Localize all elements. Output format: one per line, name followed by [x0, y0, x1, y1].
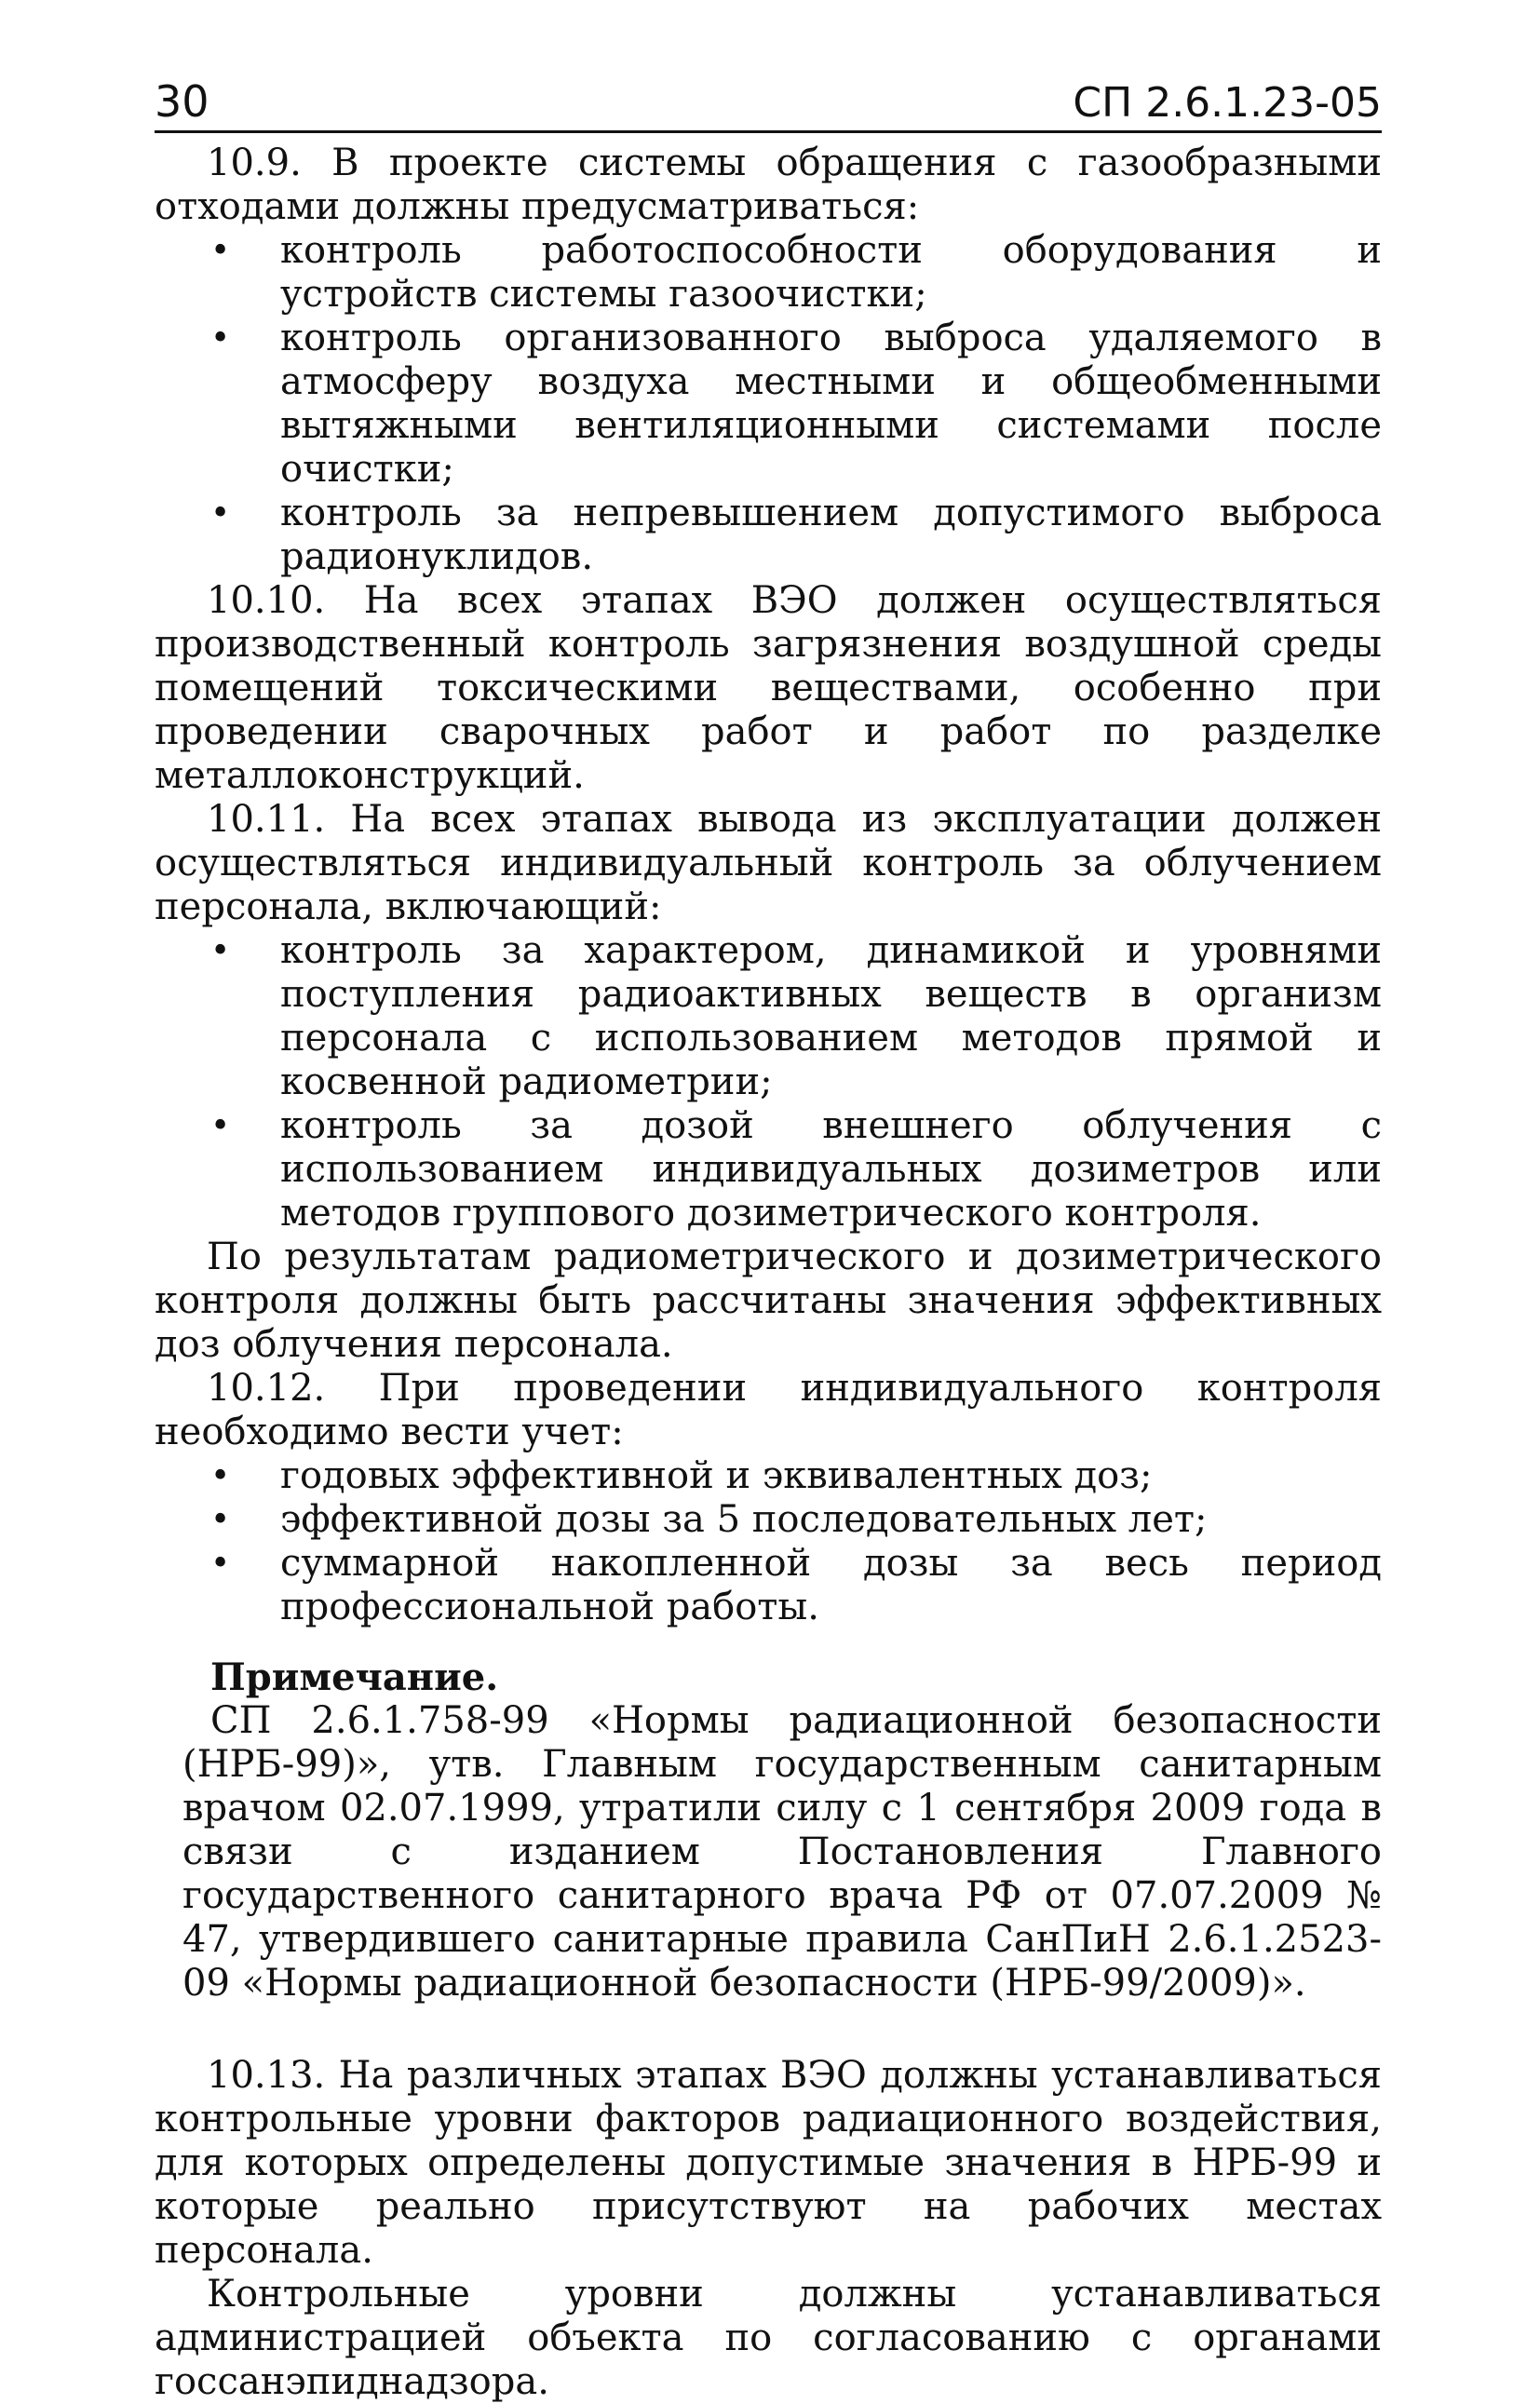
list-item-text: годовых эффективной и эквивалентных доз; [280, 1454, 1153, 1497]
list-item [155, 929, 1382, 1104]
bullet-icon: • [210, 1107, 231, 1145]
list-10-11 [155, 929, 1382, 1236]
list-item [155, 1498, 1382, 1542]
note-block [182, 1655, 1382, 2006]
list-item-text: контроль за дозой внешнего облучения с использованием индивидуальных дозиметров или методов группового дозиметрического контроля. [280, 1104, 1382, 1235]
paragraph-10-9-intro: 10.9. В проекте системы обращения с газообразными отходами должны предусматриваться: [155, 142, 1382, 228]
paragraph-10-13: 10.13. На различных этапах ВЭО должны устанавливаться контрольные уровни факторов радиационного воздействия, для которых определены допустимые значения в НРБ-99 и которые реально присутствуют на рабочих местах персонала. [155, 2054, 1382, 2272]
bullet-icon: • [210, 1545, 231, 1583]
list-item-text: суммарной накопленной дозы за весь период профессиональной работы. [280, 1542, 1382, 1628]
bullet-icon: • [210, 1501, 231, 1539]
list-item-text: контроль за непревышением допустимого выброса радионуклидов. [280, 492, 1382, 578]
list-10-9 [155, 229, 1382, 579]
list-item [155, 1542, 1382, 1629]
bullet-icon: • [210, 232, 231, 270]
list-item-text: эффективной дозы за 5 последовательных лет; [280, 1498, 1208, 1541]
spacer [155, 2006, 1382, 2054]
paragraph-10-13-followup: Контрольные уровни должны устанавливаться администрацией объекта по согласованию с органами госсанэпиднадзора. [155, 2273, 1382, 2403]
list-item-text: контроль организованного выброса удаляемого в атмосферу воздуха местными и общеобменными вытяжными вентиляционными системами после очистки; [280, 317, 1382, 491]
list-item-text: контроль за характером, динамикой и уровнями поступления радиоактивных веществ в организм персонала с использованием методов прямой и косвенной радиометрии; [280, 929, 1382, 1103]
bullet-icon: • [210, 494, 231, 533]
list-10-12 [155, 1454, 1382, 1629]
note-text: СП 2.6.1.758-99 «Нормы радиационной безопасности (НРБ-99)», утв. Главным государственным санитарным врачом 02.07.1999, утратили силу с 1 сентября 2009 года в связи с изданием Постановления Главного государственного санитарного врача РФ от 07.07.2009 № 47, утвердившего санитарные правила СанПиН 2.6.1.2523-09 «Нормы радиационной безопасности (НРБ-99/2009)». [182, 1699, 1382, 2005]
paragraph-10-11-intro: 10.11. На всех этапах вывода из эксплуатации должен осуществляться индивидуальный контроль за облучением персонала, включающий: [155, 798, 1382, 928]
paragraph-10-10: 10.10. На всех этапах ВЭО должен осуществляться производственный контроль загрязнения воздушной среды помещений токсическими веществами, особенно при проведении сварочных работ и работ по разделке металлоконструкций. [155, 579, 1382, 797]
list-item-text: контроль работоспособности оборудования и устройств системы газоочистки; [280, 229, 1382, 316]
page-number: 30 [155, 76, 209, 127]
note-title: Примечание. [210, 1655, 499, 1699]
bullet-icon: • [210, 1457, 231, 1495]
bullet-icon: • [210, 319, 231, 358]
bullet-icon: • [210, 932, 231, 970]
paragraph-10-11-conclusion: По результатам радиометрического и дозиметрического контроля должны быть рассчитаны значения эффективных доз облучения персонала. [155, 1236, 1382, 1366]
list-item [155, 229, 1382, 317]
page-body [155, 142, 1382, 2404]
list-item [155, 1104, 1382, 1236]
document-code: СП 2.6.1.23-05 [1073, 79, 1382, 127]
list-item [155, 317, 1382, 492]
page-header [155, 65, 1382, 133]
list-item [155, 492, 1382, 579]
list-item [155, 1454, 1382, 1498]
paragraph-10-12-intro: 10.12. При проведении индивидуального контроля необходимо вести учет: [155, 1367, 1382, 1453]
